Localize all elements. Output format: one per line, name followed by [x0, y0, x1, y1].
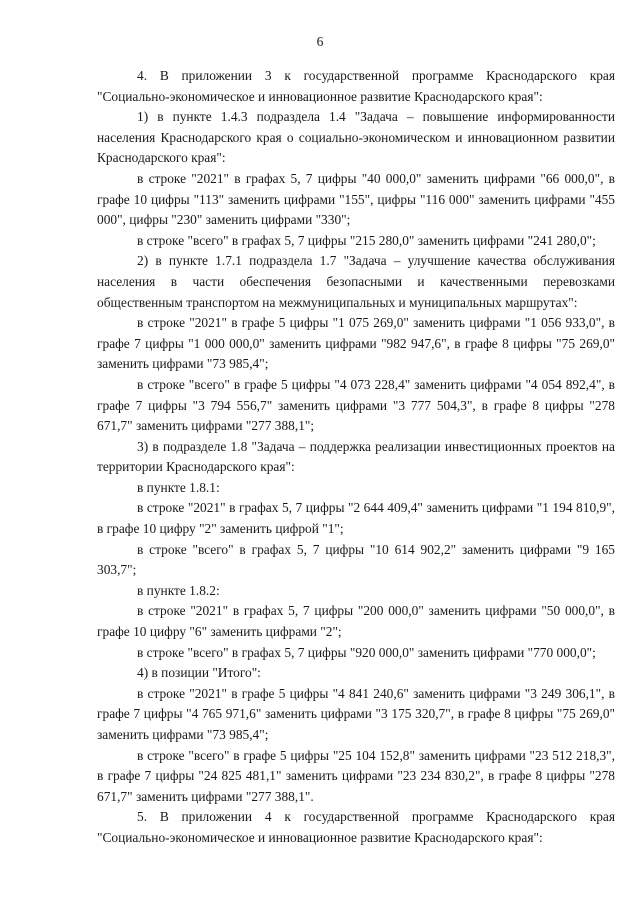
paragraph-point-1-8-1: в пункте 1.8.1: [137, 479, 220, 495]
paragraph-point-1-8-2: в пункте 1.8.2: [137, 582, 220, 598]
paragraph-row-2021: в строке "2021" в графах 5, 7 цифры "200 000,0" заменить цифрами "50 000,0", в графе 10 цифру "6" заменить цифрами "2"; [97, 603, 615, 640]
document-body [97, 66, 615, 849]
paragraph-item-4-total-position: 4) в позиции "Итого": [137, 665, 261, 681]
paragraph-item-3-subsection-1-8: 3) в подразделе 1.8 "Задача – поддержка реализации инвестиционных проектов на территории Краснодарского края": [97, 438, 615, 475]
paragraph-item-2-point-1-7-1: 2) в пункте 1.7.1 подраздела 1.7 "Задача – улучшение качества обслуживания населения в части обеспечения безопасными и качественными перевозками общественным транспортом на межмуниципальных и муниципальных маршрутах": [97, 253, 615, 310]
paragraph-row-2021: в строке "2021" в графах 5, 7 цифры "2 644 409,4" заменить цифрами "1 194 810,9", в графе 10 цифру "2" заменить цифрой "1"; [97, 500, 615, 537]
paragraph-row-2021: в строке "2021" в графах 5, 7 цифры "40 000,0" заменить цифрами "66 000,0", в графе 10 цифры "113" заменить цифрами "155", цифры "116 000" заменить цифрами "455 000", цифры "230" заменить цифрами "330"; [97, 170, 615, 228]
paragraph-row-2021: в строке "2021" в графе 5 цифры "1 075 269,0" заменить цифрами "1 056 933,0", в графе 7 цифры "1 000 000,0" заменить цифрами "982 947,6", в графе 8 цифры "75 269,0" заменить цифрами "73 985,4"; [97, 315, 615, 372]
paragraph-row-total: в строке "всего" в графе 5 цифры "25 104 152,8" заменить цифрами "23 512 218,3", в графе 7 цифры "24 825 481,1" заменить цифрами "23 234 830,2", в графе 8 цифры "278 671,7" заменить цифрами "277 388,1". [97, 747, 615, 804]
paragraph-row-total: в строке "всего" в графе 5 цифры "4 073 228,4" заменить цифрами "4 054 892,4", в графе 7 цифры "3 794 556,7" заменить цифрами "3 777 504,3", в графе 8 цифры "278 671,7" заменить цифрами "277 388,1"; [97, 376, 615, 434]
paragraph-5-annex-4: 5. В приложении 4 к государственной программе Краснодарского края "Социально-экономическое и инновационное развитие Краснодарского края": [97, 809, 615, 845]
paragraph-row-2021: в строке "2021" в графе 5 цифры "4 841 240,6" заменить цифрами "3 249 306,1", в графе 7 цифры "4 765 971,6" заменить цифрами "3 175 320,7", в графе 8 цифры "75 269,0" заменить цифрами "73 985,4"; [97, 685, 615, 742]
paragraph-4-annex-3: 4. В приложении 3 к государственной программе Краснодарского края "Социально-экономическое и инновационное развитие Краснодарского края": [97, 68, 615, 104]
paragraph-row-total: в строке "всего" в графах 5, 7 цифры "920 000,0" заменить цифрами "770 000,0"; [137, 644, 596, 660]
paragraph-row-total: в строке "всего" в графах 5, 7 цифры "215 280,0" заменить цифрами "241 280,0"; [137, 232, 596, 248]
paragraph-item-1-point-1-4-3: 1) в пункте 1.4.3 подраздела 1.4 "Задача – повышение информированности населения Краснодарского края о социально-экономическом и инновационном развитии Краснодарского края": [97, 109, 615, 166]
paragraph-row-total: в строке "всего" в графах 5, 7 цифры "10 614 902,2" заменить цифрами "9 165 303,7"; [97, 541, 615, 578]
page-number: 6 [316, 34, 324, 49]
